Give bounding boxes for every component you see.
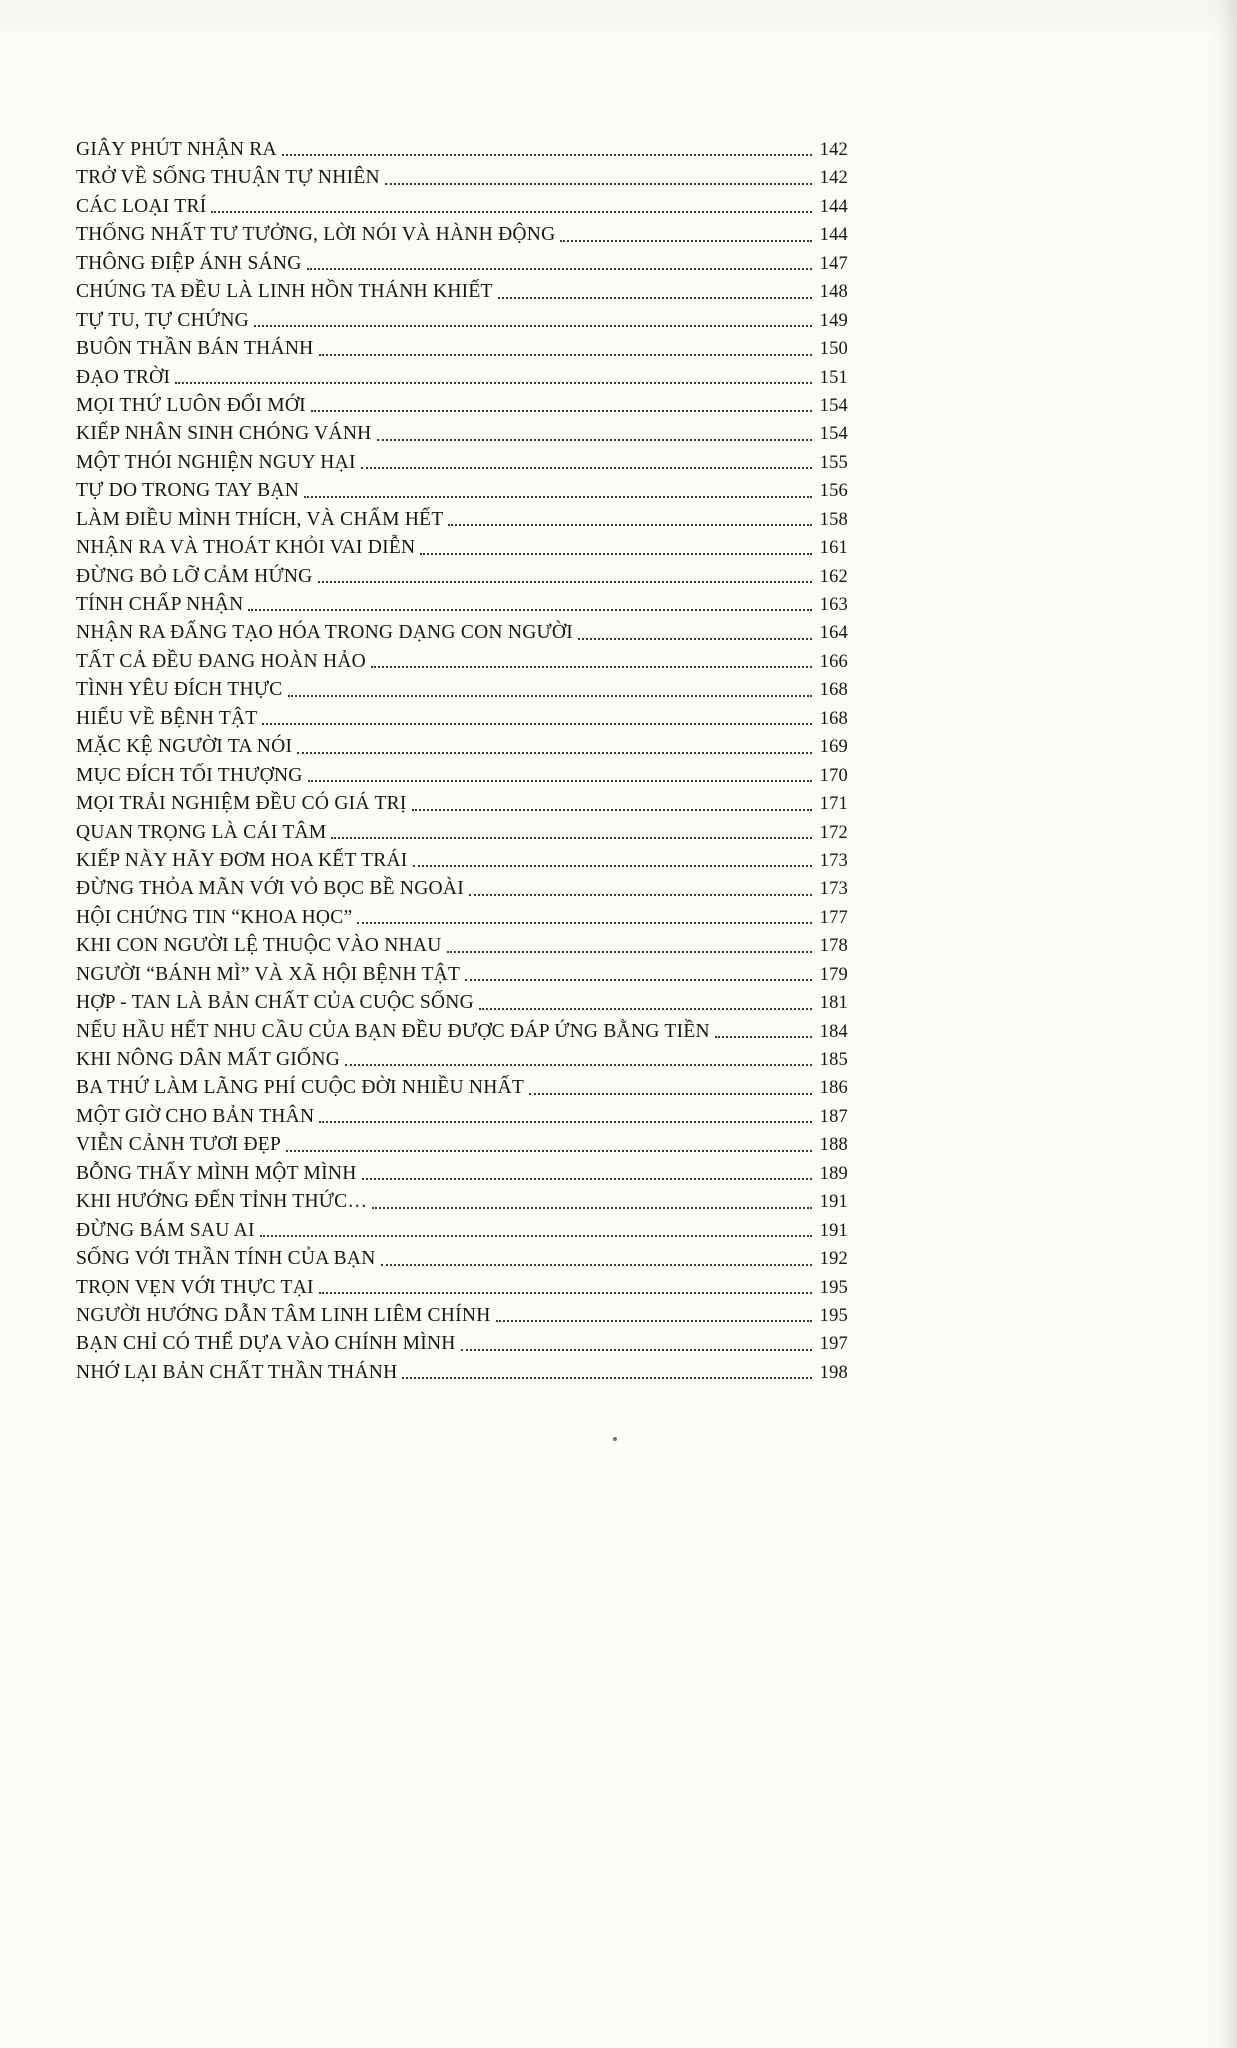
toc-entry	[76, 250, 848, 278]
toc-entry-title: TÌNH YÊU ĐÍCH THỰC	[76, 679, 283, 701]
toc-entry-dots	[345, 1064, 812, 1066]
toc-entry-dots	[319, 354, 813, 356]
toc-entry	[76, 1302, 848, 1330]
toc-entry-title: QUAN TRỌNG LÀ CÁI TÂM	[76, 821, 327, 843]
toc-entry-page: 142	[819, 140, 848, 160]
toc-entry-dots	[381, 1264, 812, 1266]
toc-entry-dots	[371, 666, 812, 668]
toc-entry	[76, 164, 848, 192]
toc-entry	[76, 221, 848, 249]
toc-entry	[76, 1274, 848, 1302]
toc-entry-dots	[377, 439, 812, 441]
toc-entry-dots	[385, 183, 812, 185]
toc-entry-title: BẠN CHỈ CÓ THỂ DỰA VÀO CHÍNH MÌNH	[76, 1333, 456, 1355]
toc-entry-title: KHI CON NGƯỜI LỆ THUỘC VÀO NHAU	[76, 935, 442, 957]
toc-entry-dots	[372, 1207, 812, 1209]
toc-entry	[76, 1160, 848, 1188]
toc-entry	[76, 619, 848, 647]
toc-list	[76, 136, 848, 1387]
toc-entry-page: 171	[819, 794, 848, 815]
toc-entry-page: 195	[819, 1305, 848, 1326]
toc-entry-dots	[308, 780, 812, 782]
toc-entry-dots	[578, 638, 812, 640]
toc-entry-dots	[260, 1235, 812, 1237]
toc-entry-page: 163	[819, 595, 848, 615]
toc-entry-dots	[496, 1320, 812, 1322]
toc-entry	[76, 1245, 848, 1273]
toc-entry-dots	[420, 553, 812, 555]
toc-entry-page: 173	[819, 879, 848, 900]
toc-entry	[76, 733, 848, 761]
toc-entry-dots	[402, 1377, 812, 1379]
toc-entry-dots	[461, 1349, 812, 1351]
toc-entry-page: 144	[819, 196, 848, 217]
toc-entry-dots	[286, 1150, 812, 1152]
toc-entry-dots	[311, 410, 812, 412]
toc-entry-dots	[248, 609, 812, 611]
toc-entry-dots	[479, 1008, 812, 1010]
toc-entry-title: TỰ TU, TỰ CHỨNG	[76, 309, 250, 331]
toc-entry-title: TÍNH CHẤP NHẬN	[76, 594, 244, 615]
toc-entry	[76, 392, 848, 420]
toc-entry	[76, 932, 848, 960]
toc-entry	[76, 875, 848, 903]
toc-entry	[76, 278, 848, 306]
toc-entry	[76, 1018, 848, 1046]
toc-entry	[76, 648, 848, 676]
toc-entry-page: 186	[819, 1078, 848, 1099]
toc-entry	[76, 1103, 848, 1131]
toc-entry-title: TRỞ VỀ SỐNG THUẬN TỰ NHIÊN	[76, 167, 380, 189]
toc-entry-page: 168	[819, 680, 848, 701]
toc-entry-page: 156	[819, 481, 848, 502]
toc-entry-dots	[319, 1292, 812, 1294]
toc-entry-page: 151	[819, 367, 848, 388]
toc-entry-dots	[361, 467, 812, 469]
toc-entry-dots	[448, 524, 812, 526]
toc-entry-title: MỤC ĐÍCH TỐI THƯỢNG	[76, 764, 303, 786]
toc-entry-title: NGƯỜI HƯỚNG DẪN TÂM LINH LIÊM CHÍNH	[76, 1304, 491, 1326]
toc-entry-dots	[304, 496, 812, 498]
toc-entry	[76, 847, 848, 875]
toc-entry-page: 188	[819, 1135, 848, 1156]
toc-entry-title: THỐNG NHẤT TƯ TƯỞNG, LỜI NÓI VÀ HÀNH ĐỘNG	[76, 224, 556, 246]
toc-entry-title: KIẾP NHÂN SINH CHÓNG VÁNH	[76, 423, 372, 445]
toc-entry-page: 147	[819, 253, 848, 274]
toc-entry-page: 166	[819, 651, 848, 672]
toc-entry-page: 162	[819, 566, 848, 587]
toc-entry	[76, 1046, 848, 1074]
toc-entry-page: 191	[819, 1192, 848, 1213]
toc-entry-page: 192	[819, 1249, 848, 1270]
toc-entry-page: 164	[819, 623, 848, 644]
toc-entry-dots	[318, 581, 812, 583]
toc-entry-title: TỰ DO TRONG TAY BẠN	[76, 480, 300, 502]
toc-entry	[76, 961, 848, 989]
toc-entry-page: 198	[819, 1362, 848, 1383]
toc-entry-dots	[362, 1178, 812, 1180]
toc-entry-page: 179	[819, 964, 848, 985]
scan-artifact-dot	[613, 1437, 617, 1441]
toc-entry-page: 178	[819, 936, 848, 957]
toc-entry	[76, 819, 848, 847]
toc-entry-title: BỖNG THẤY MÌNH MỘT MÌNH	[76, 1162, 357, 1184]
toc-entry-dots	[331, 837, 812, 839]
toc-entry-page: 191	[819, 1220, 848, 1241]
toc-entry-page: 170	[819, 765, 848, 786]
toc-entry-title: SỐNG VỚI THẦN TÍNH CỦA BẠN	[76, 1248, 376, 1270]
toc-entry-title: NHỚ LẠI BẢN CHẤT THẦN THÁNH	[76, 1361, 398, 1383]
toc-entry-title: KHI HƯỚNG ĐẾN TỈNH THỨC…	[76, 1191, 368, 1213]
toc-entry-page: 195	[819, 1277, 848, 1298]
toc-entry	[76, 1131, 848, 1159]
toc-entry	[76, 904, 848, 932]
toc-entry	[76, 1359, 848, 1387]
toc-entry-title: MẶC KỆ NGƯỜI TA NÓI	[76, 736, 293, 758]
toc-entry-page: 172	[819, 822, 848, 843]
toc-entry-dots	[498, 297, 812, 299]
toc-entry-dots	[288, 695, 813, 697]
toc-entry-dots	[529, 1093, 812, 1095]
toc-entry-page: 150	[819, 339, 848, 360]
toc-entry-title: MỌI TRẢI NGHIỆM ĐỀU CÓ GIÁ TRỊ	[76, 793, 407, 815]
toc-entry-title: GIÂY PHÚT NHẬN RA	[76, 139, 277, 160]
toc-entry	[76, 1074, 848, 1102]
toc-entry	[76, 364, 848, 392]
toc-entry	[76, 335, 848, 363]
toc-entry-dots	[297, 752, 812, 754]
toc-entry-dots	[412, 809, 812, 811]
toc-entry	[76, 591, 848, 619]
toc-entry-title: KIẾP NÀY HÃY ĐƠM HOA KẾT TRÁI	[76, 849, 408, 871]
toc-entry	[76, 136, 848, 164]
toc-entry-title: ĐỪNG THỎA MÃN VỚI VỎ BỌC BỀ NGOÀI	[76, 878, 464, 900]
toc-entry-dots	[262, 723, 812, 725]
toc-entry-dots	[175, 382, 812, 384]
toc-entry-page: 187	[819, 1106, 848, 1127]
toc-entry-page: 149	[819, 310, 848, 331]
toc-entry	[76, 506, 848, 534]
page-edge-shadow	[1221, 0, 1237, 2048]
toc-entry-dots	[715, 1036, 812, 1038]
toc-entry	[76, 790, 848, 818]
toc-entry-title: MỘT GIỜ CHO BẢN THÂN	[76, 1105, 315, 1127]
toc-entry	[76, 193, 848, 221]
toc-entry-dots	[357, 922, 812, 924]
toc-entry-dots	[447, 951, 812, 953]
toc-entry-title: KHI NÔNG DÂN MẤT GIỐNG	[76, 1049, 341, 1070]
toc-entry-title: THÔNG ĐIỆP ÁNH SÁNG	[76, 252, 302, 274]
toc-entry-page: 155	[819, 452, 848, 473]
toc-entry-title: VIỄN CẢNH TƯƠI ĐẸP	[76, 1134, 282, 1156]
toc-entry-title: NHẬN RA ĐẤNG TẠO HÓA TRONG DẠNG CON NGƯỜI	[76, 622, 573, 644]
toc-entry-title: LÀM ĐIỀU MÌNH THÍCH, VÀ CHẤM HẾT	[76, 508, 444, 530]
toc-entry-dots	[560, 240, 812, 242]
toc-entry-title: CHÚNG TA ĐỀU LÀ LINH HỒN THÁNH KHIẾT	[76, 281, 493, 303]
toc-entry-page: 144	[819, 225, 848, 246]
toc-entry-title: MỌI THỨ LUÔN ĐỔI MỚI	[76, 394, 306, 416]
toc-entry	[76, 762, 848, 790]
toc-entry-page: 181	[819, 993, 848, 1014]
toc-entry	[76, 1188, 848, 1216]
toc-entry-page: 154	[819, 395, 848, 416]
toc-entry-page: 154	[819, 424, 848, 445]
toc-entry-title: ĐỪNG BÁM SAU AI	[76, 1219, 255, 1241]
toc-entry-page: 177	[819, 907, 848, 928]
toc-entry-dots	[254, 325, 812, 327]
toc-entry-title: NGƯỜI “BÁNH MÌ” VÀ XÃ HỘI BỆNH TẬT	[76, 963, 461, 985]
toc-entry	[76, 989, 848, 1017]
toc-entry	[76, 307, 848, 335]
toc-entry	[76, 563, 848, 591]
toc-entry-page: 158	[819, 509, 848, 530]
toc-entry-page: 189	[819, 1163, 848, 1184]
toc-entry-page: 168	[819, 708, 848, 729]
toc-entry-page: 197	[819, 1334, 848, 1355]
toc-entry-page: 173	[819, 850, 848, 871]
toc-entry-page: 142	[819, 168, 848, 189]
toc-entry	[76, 1330, 848, 1358]
toc-entry-page: 184	[819, 1021, 848, 1042]
toc-entry-title: NHẬN RA VÀ THOÁT KHỎI VAI DIỄN	[76, 537, 416, 559]
toc-entry-title: HỢP - TAN LÀ BẢN CHẤT CỦA CUỘC SỐNG	[76, 992, 474, 1014]
toc-entry-title: HỘI CHỨNG TIN “KHOA HỌC”	[76, 906, 353, 928]
toc-entry-page: 148	[819, 282, 848, 303]
toc-entry-title: NẾU HẦU HẾT NHU CẦU CỦA BẠN ĐỀU ĐƯỢC ĐÁP ỨNG BẰNG TIỀN	[76, 1020, 710, 1042]
toc-entry	[76, 534, 848, 562]
toc-entry	[76, 449, 848, 477]
toc-entry-title: ĐẠO TRỜI	[76, 366, 171, 388]
toc-entry-title: ĐỪNG BỎ LỠ CẢM HỨNG	[76, 565, 313, 587]
toc-entry-page: 161	[819, 538, 848, 559]
toc-entry-dots	[211, 211, 812, 213]
toc-entry-title: TẤT CẢ ĐỀU ĐANG HOÀN HẢO	[76, 650, 366, 672]
toc-entry-dots	[319, 1121, 812, 1123]
toc-entry-title: TRỌN VẸN VỚI THỰC TẠI	[76, 1276, 314, 1298]
toc-entry-page: 185	[819, 1050, 848, 1070]
toc-entry	[76, 676, 848, 704]
toc-entry-title: CÁC LOẠI TRÍ	[76, 195, 207, 217]
toc-entry-title: BUÔN THẦN BÁN THÁNH	[76, 338, 314, 360]
toc-entry	[76, 420, 848, 448]
toc-entry-dots	[282, 154, 812, 156]
toc-entry-title: BA THỨ LÀM LÃNG PHÍ CUỘC ĐỜI NHIỀU NHẤT	[76, 1077, 525, 1099]
toc-entry-page: 169	[819, 737, 848, 758]
toc-entry-dots	[469, 894, 812, 896]
toc-entry-title: HIỂU VỀ BỆNH TẬT	[76, 707, 258, 729]
toc-entry-dots	[307, 268, 812, 270]
toc-entry	[76, 705, 848, 733]
toc-entry	[76, 477, 848, 505]
toc-entry-title: MỘT THÓI NGHIỆN NGUY HẠI	[76, 451, 356, 473]
toc-entry	[76, 1217, 848, 1245]
toc-entry-dots	[413, 865, 812, 867]
toc-entry-dots	[465, 979, 812, 981]
